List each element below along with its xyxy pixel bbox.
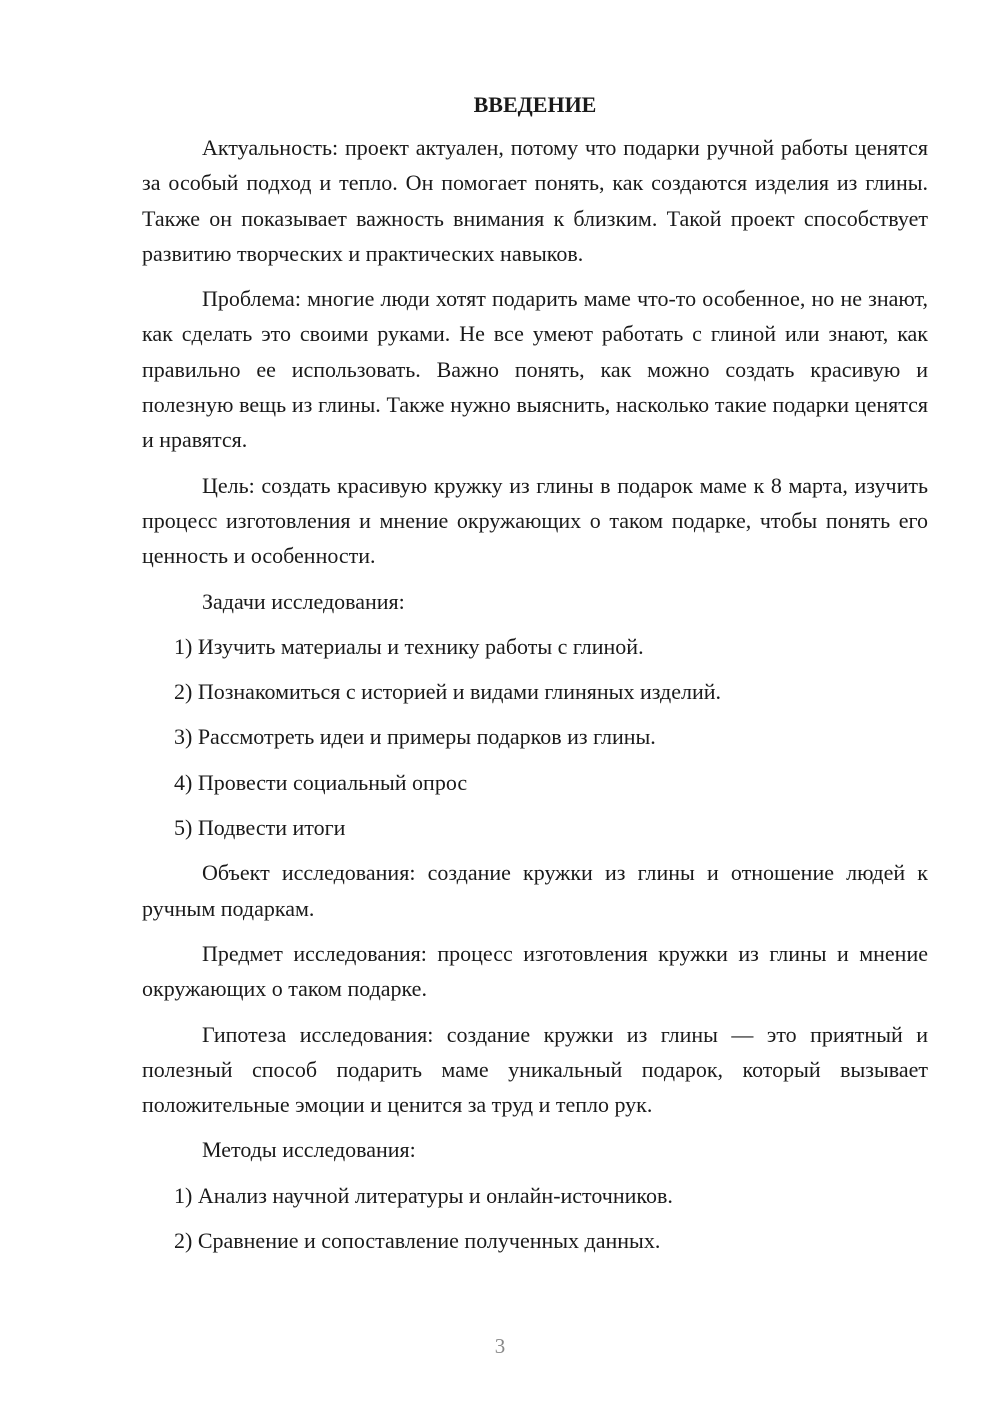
list-item: 4) Провести социальный опрос xyxy=(174,769,468,795)
list-item: 1) Анализ научной литературы и онлайн-источников. xyxy=(174,1182,673,1208)
section-title: ВВЕДЕНИЕ xyxy=(473,92,597,117)
subject-paragraph: Предмет исследования: процесс изготовления кружки из глины и мнение окружающих о таком подарке. xyxy=(142,940,928,1002)
goal-paragraph: Цель: создать красивую кружку из глины в подарок маме к 8 марта, изучить процесс изготовления и мнение окружающих о таком подарке, чтобы понять его ценность и особенности. xyxy=(142,472,928,569)
relevance-paragraph: Актуальность: проект актуален, потому что подарки ручной работы ценятся за особый подход и тепло. Он помогает понять, как создаются изделия из глины. Также он показывает важность внимания к близким. Такой проект способствует развитию творческих и практических навыков. xyxy=(142,135,928,266)
page-number: 3 xyxy=(494,1334,506,1358)
tasks-list xyxy=(142,629,928,845)
list-item: 5) Подвести итоги xyxy=(174,815,346,841)
list-item: 1) Изучить материалы и технику работы с глиной. xyxy=(174,633,644,659)
methods-list xyxy=(142,1178,928,1259)
list-item: 2) Познакомиться с историей и видами глиняных изделий. xyxy=(174,679,722,705)
problem-paragraph: Проблема: многие люди хотят подарить маме что-то особенное, но не знают, как сделать это своими руками. Не все умеют работать с глиной или знают, как правильно ее использовать. Важно понять, как можно создать красивую и полезную вещь из глины. Также нужно выяснить, насколько такие подарки ценятся и нравятся. xyxy=(142,286,928,453)
document-page xyxy=(142,90,928,1268)
hypothesis-paragraph: Гипотеза исследования: создание кружки из глины — это приятный и полезный способ подарить маме уникальный подарок, который вызывает положительные эмоции и ценится за труд и тепло рук. xyxy=(142,1021,928,1118)
methods-heading: Методы исследования: xyxy=(202,1137,416,1163)
list-item: 3) Рассмотреть идеи и примеры подарков из глины. xyxy=(174,724,656,750)
object-paragraph: Объект исследования: создание кружки из глины и отношение людей к ручным подаркам. xyxy=(142,860,928,921)
list-item: 2) Сравнение и сопоставление полученных данных. xyxy=(174,1228,661,1254)
tasks-heading: Задачи исследования: xyxy=(202,588,405,614)
